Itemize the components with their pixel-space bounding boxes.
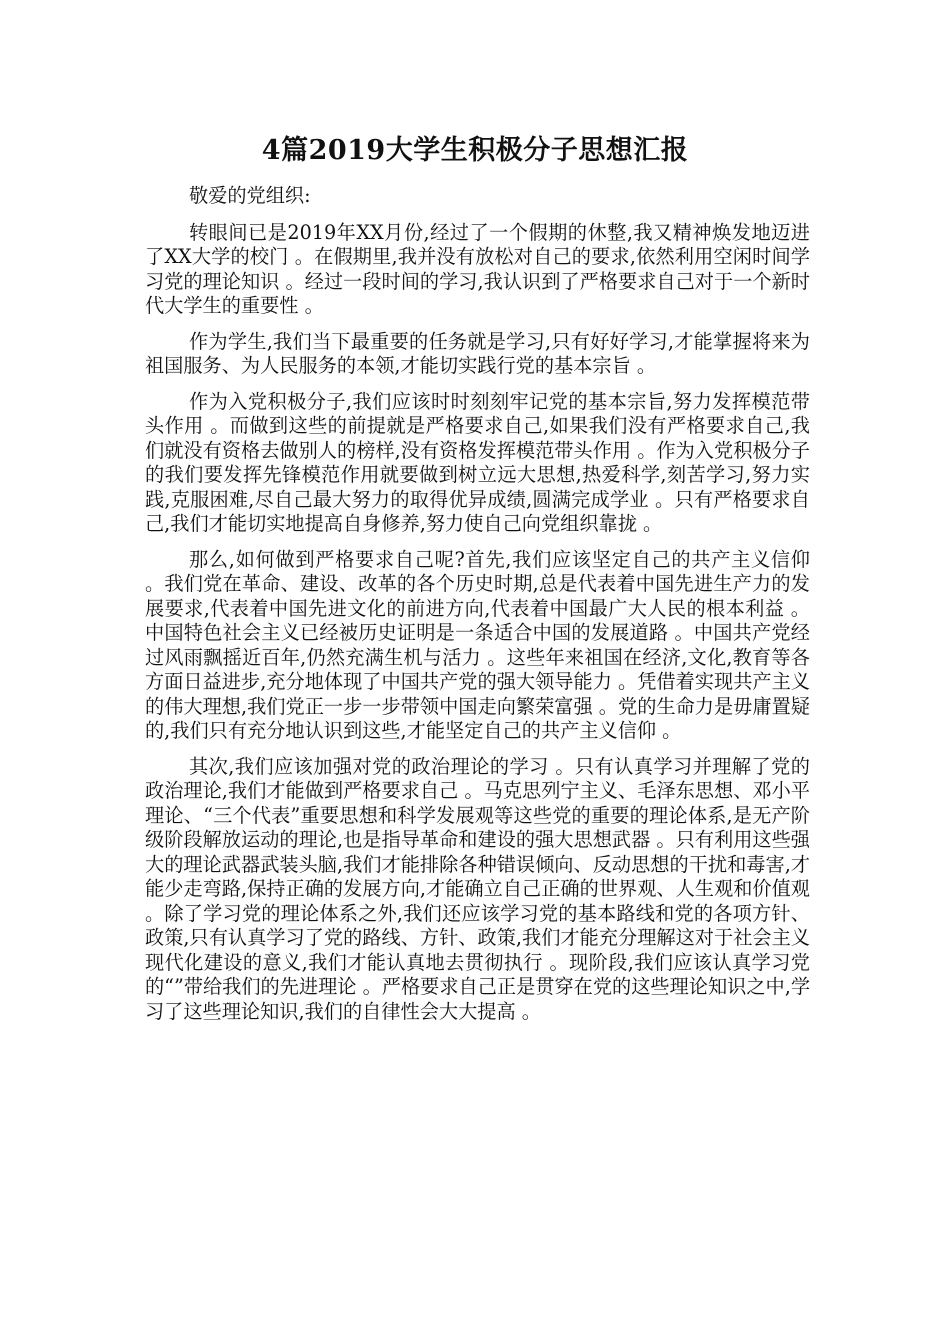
paragraph-2: 作为学生,我们当下最重要的任务就是学习,只有好好学习,才能掌握将来为祖国服务、为人民服务的本领,才能切实践行党的基本宗旨 。 <box>145 329 810 377</box>
document-body <box>145 184 810 1035</box>
paragraph-3: 作为入党积极分子,我们应该时时刻刻牢记党的基本宗旨,努力发挥模范带头作用 。而做到这些的前提就是严格要求自己,如果我们没有严格要求自己,我们就没有资格去做别人的榜样,没有资格发挥模范带头作用 。作为入党积极分子的我们要发挥先锋模范作用就要做到树立远大思想,热爱科学,刻苦学习,努力实践,克服困难,尽自己最大努力的取得优异成绩,圆满完成学业 。只有严格要求自己,我们才能切实地提高自身修养,努力使自己向党组织靠拢 。 <box>145 389 810 535</box>
paragraph-5: 其次,我们应该加强对党的政治理论的学习 。只有认真学习并理解了党的政治理论,我们才能做到严格要求自己 。马克思列宁主义、毛泽东思想、邓小平理论、“三个代表”重要思想和科学发展观等这些党的重要的理论体系,是无产阶级阶段解放运动的理论,也是指导革命和建设的强大思想武器 。只有利用这些强大的理论武器武装头脑,我们才能排除各种错误倾向、反动思想的干扰和毒害,才能少走弯路,保持正确的发展方向,才能确立自己正确的世界观、人生观和价值观 。除了学习党的理论体系之外,我们还应该学习党的基本路线和党的各项方针、政策,只有认真学习了党的路线、方针、政策,我们才能充分理解这对于社会主义现代化建设的意义,我们才能认真地去贯彻执行 。现阶段,我们应该认真学习党的“”带给我们的先进理论 。严格要求自己正是贯穿在党的这些理论知识之中,学习了这些理论知识,我们的自律性会大大提高 。 <box>145 754 811 1023</box>
document-title: 4篇2019大学生积极分子思想汇报 <box>261 135 689 166</box>
paragraph-1: 转眼间已是2019年XX月份,经过了一个假期的休整,我又精神焕发地迈进了XX大学的校门 。在假期里,我并没有放松对自己的要求,依然利用空闲时间学习党的理论知识 。经过一段时间的学习,我认识到了严格要求自己对于一个新时代大学生的重要性 。 <box>145 220 810 317</box>
paragraph-4: 那么,如何做到严格要求自己呢?首先,我们应该坚定自己的共产主义信仰 。我们党在革命、建设、改革的各个历史时期,总是代表着中国先进生产力的发展要求,代表着中国先进文化的前进方向,代表着中国最广大人民的根本利益 。中国特色社会主义已经被历史证明是一条适合中国的发展道路 。中国共产党经过风雨飘摇近百年,仍然充满生机与活力 。这些年来祖国在经济,文化,教育等各方面日益进步,充分地体现了中国共产党的强大领导能力 。凭借着实现共产主义的伟大理想,我们党正一步一步带领中国走向繁荣富强 。党的生命力是毋庸置疑的,我们只有充分地认识到这些,才能坚定自己的共产主义信仰 。 <box>145 547 810 742</box>
salutation: 敬爱的党组织: <box>189 184 311 207</box>
